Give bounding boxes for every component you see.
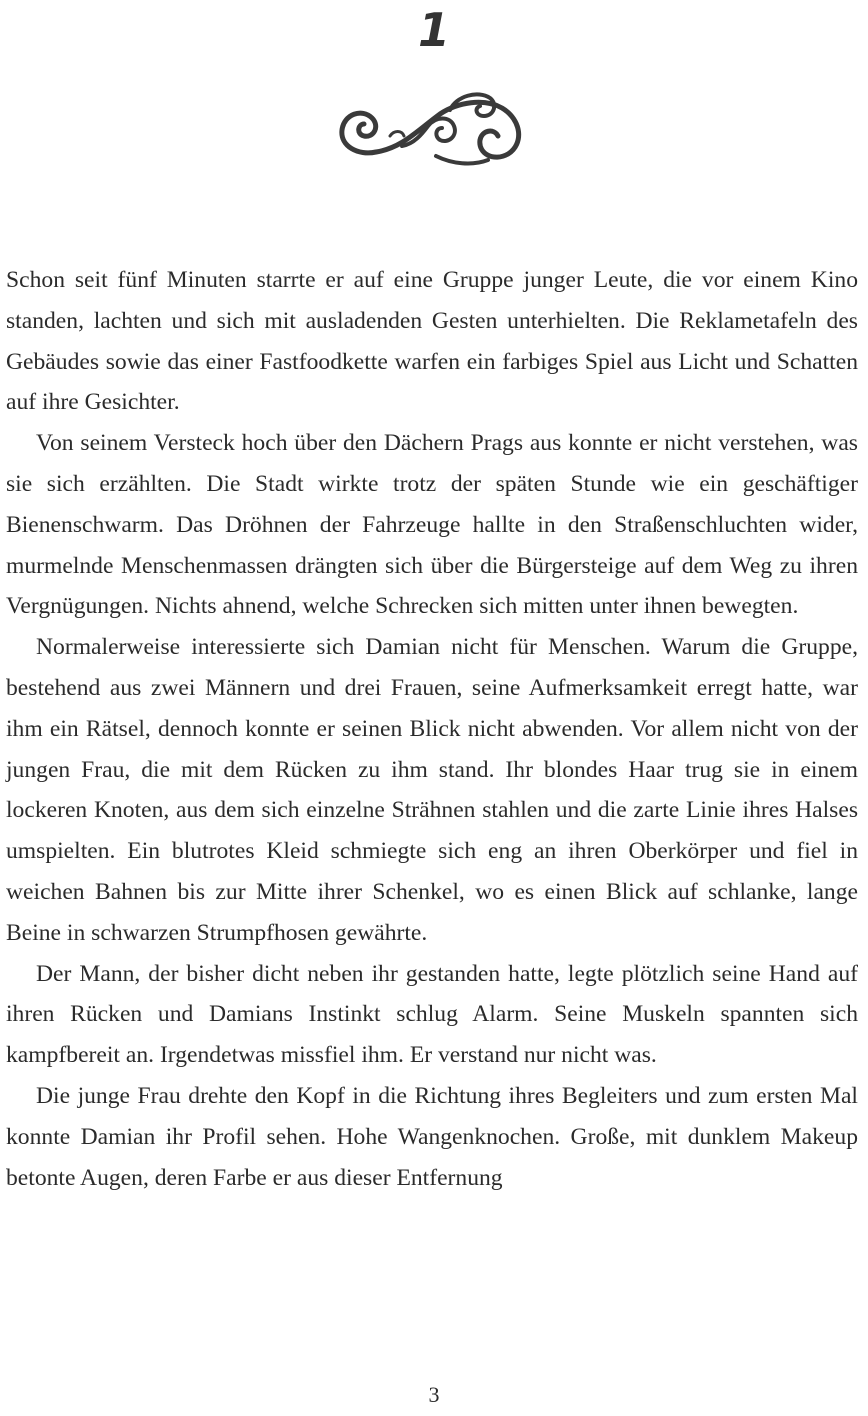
page-number: 3 bbox=[428, 1382, 440, 1407]
chapter-text bbox=[6, 260, 858, 1198]
chapter-number: 1 bbox=[417, 3, 450, 57]
paragraph: Normalerweise interessierte sich Damian nicht für Menschen. Warum die Gruppe, bestehend aus zwei Männern und drei Frauen, seine Aufmerksamkeit erregt hatte, war ihm ein Rätsel, dennoch konnte er seinen Blick nicht abwenden. Vor allem nicht von der jungen Frau, die mit dem Rücken zu ihm stand. Ihr blondes Haar trug sie in einem lockeren Knoten, aus dem sich einzelne Strähnen stahlen und die zarte Linie ihres Halses umspielten. Ein blutrotes Kleid schmiegte sich eng an ihren Oberkörper und fiel in weichen Bahnen bis zur Mitte ihrer Schenkel, wo es einen Blick auf schlanke, lange Beine in schwarzen Strumpfhosen gewährte. bbox=[6, 634, 858, 946]
paragraph: Der Mann, der bisher dicht neben ihr gestanden hatte, legte plötzlich seine Hand auf ihren Rücken und Damians Instinkt schlug Alarm. Seine Muskeln spannten sich kampfbereit an. Irgendetwas missfiel ihm. Er verstand nur nicht was. bbox=[6, 960, 858, 1069]
paragraph: Die junge Frau drehte den Kopf in die Richtung ihres Begleiters und zum ersten Mal konnte Damian ihr Profil sehen. Hohe Wangenknochen. Große, mit dunklem Makeup betonte Augen, deren Farbe er aus dieser Entfernung bbox=[6, 1082, 858, 1191]
scroll-flourish-icon bbox=[332, 86, 532, 170]
paragraph: Schon seit fünf Minuten starrte er auf eine Gruppe junger Leute, die vor einem Kino standen, lachten und sich mit ausladenden Gesten unterhielten. Die Reklametafeln des Gebäudes sowie das einer Fastfoodkette warfen ein farbiges Spiel aus Licht und Schatten auf ihre Gesichter. bbox=[6, 267, 858, 416]
paragraph: Von seinem Versteck hoch über den Dächern Prags aus konnte er nicht verstehen, was sie sich erzählten. Die Stadt wirkte trotz der späten Stunde wie ein geschäftiger Bienenschwarm. Das Dröhnen der Fahrzeuge hallte in den Straßenschluchten wider, murmelnde Menschenmassen drängten sich über die Bürgersteige auf dem Weg zu ihren Vergnügungen. Nichts ahnend, welche Schrecken sich mitten unter ihnen bewegten. bbox=[6, 430, 858, 620]
